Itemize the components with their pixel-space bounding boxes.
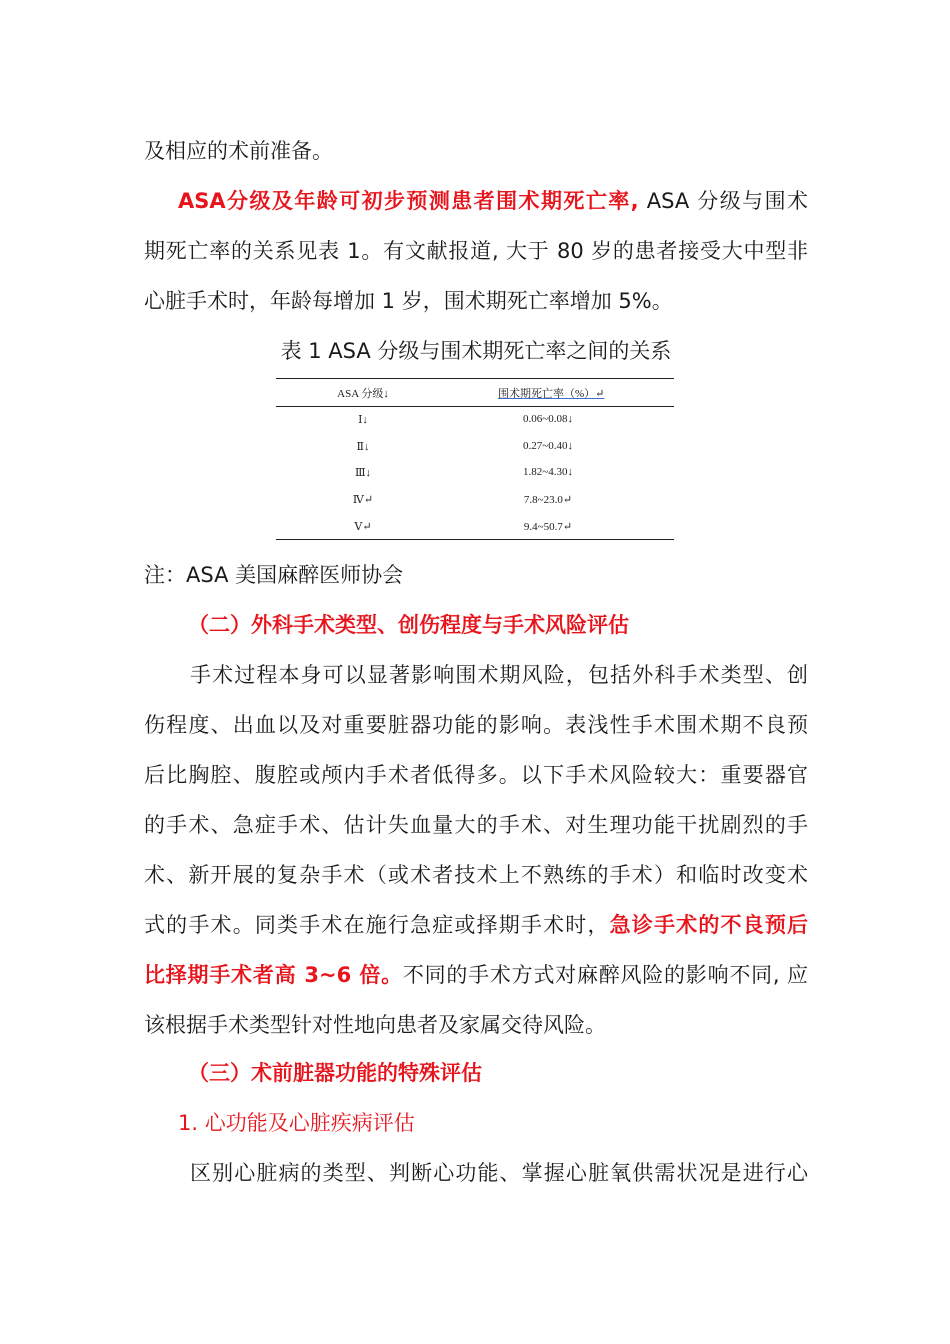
subsection-heading: 1. 心功能及心脏疾病评估 bbox=[178, 1111, 415, 1135]
section-heading: （二）外科手术类型、创伤程度与手术风险评估 bbox=[188, 613, 629, 637]
table-note: 注：ASA 美国麻醉医师协会 bbox=[144, 563, 404, 587]
table-cell-mortality: 0.06~0.08↓ bbox=[523, 413, 573, 425]
paragraph-line: 手术过程本身可以显著影响围术期风险，包括外科手术类型、创 bbox=[190, 663, 808, 687]
body-text: 不同的手术方式对麻醉风险的影响不同, 应 bbox=[402, 963, 808, 987]
table-caption: 表 1 ASA 分级与围术期死亡率之间的关系 bbox=[280, 339, 672, 363]
table-cell-mortality: 0.27~0.40↓ bbox=[523, 440, 573, 452]
table-header-cell: 围术期死亡率（%）↵ bbox=[498, 388, 605, 400]
paragraph-line: 后比胸腔、腹腔或颅内手术者低得多。以下手术风险较大：重要器官 bbox=[144, 763, 808, 787]
table-cell-asa: Ⅰ↓ bbox=[358, 414, 368, 426]
table-cell-mortality: 7.8~23.0↵ bbox=[523, 494, 573, 506]
paragraph-line: 心脏手术时，年龄每增加 1 岁，围术期死亡率增加 5%。 bbox=[144, 289, 673, 313]
highlight-text: 比择期手术者高 3~6 倍。 bbox=[144, 963, 403, 987]
table-cell-asa: Ⅲ↓ bbox=[354, 467, 372, 479]
paragraph-line: 期死亡率的关系见表 1。有文献报道, 大于 80 岁的患者接受大中型非 bbox=[144, 239, 808, 263]
table-cell-asa: Ⅴ↵ bbox=[354, 521, 372, 533]
paragraph-line: 该根据手术类型针对性地向患者及家属交待风险。 bbox=[144, 1013, 606, 1037]
asa-table bbox=[276, 378, 674, 540]
paragraph-line bbox=[178, 186, 808, 216]
table-cell-mortality: 9.4~50.7↵ bbox=[523, 521, 573, 533]
table-header-cell: ASA 分级↓ bbox=[337, 388, 389, 400]
highlight-text: ASA分级及年龄可初步预测患者围术期死亡率, bbox=[178, 189, 639, 213]
table-top-rule bbox=[276, 378, 674, 379]
table-cell-mortality: 1.82~4.30↓ bbox=[523, 466, 573, 478]
table-bottom-rule bbox=[276, 539, 674, 540]
body-text: ASA 分级与围术 bbox=[638, 189, 808, 213]
paragraph-line bbox=[144, 960, 808, 990]
section-heading: （三）术前脏器功能的特殊评估 bbox=[188, 1061, 482, 1085]
paragraph-line bbox=[144, 910, 808, 940]
table-cell-asa: Ⅱ↓ bbox=[356, 441, 370, 453]
paragraph-line: 的手术、急症手术、估计失血量大的手术、对生理功能干扰剧烈的手 bbox=[144, 813, 808, 837]
body-text: 式的手术。同类手术在施行急症或择期手术时， bbox=[144, 913, 610, 937]
paragraph-line: 术、新开展的复杂手术（或术者技术上不熟练的手术）和临时改变术 bbox=[144, 863, 808, 887]
table-header-rule bbox=[276, 406, 674, 407]
paragraph-line: 伤程度、出血以及对重要脏器功能的影响。表浅性手术围术期不良预 bbox=[144, 713, 808, 737]
paragraph-line: 及相应的术前准备。 bbox=[144, 139, 333, 163]
highlight-text: 急诊手术的不良预后 bbox=[609, 913, 809, 937]
paragraph-line: 区别心脏病的类型、判断心功能、掌握心脏氧供需状况是进行心 bbox=[190, 1161, 808, 1185]
table-cell-asa: Ⅳ↵ bbox=[352, 494, 374, 506]
